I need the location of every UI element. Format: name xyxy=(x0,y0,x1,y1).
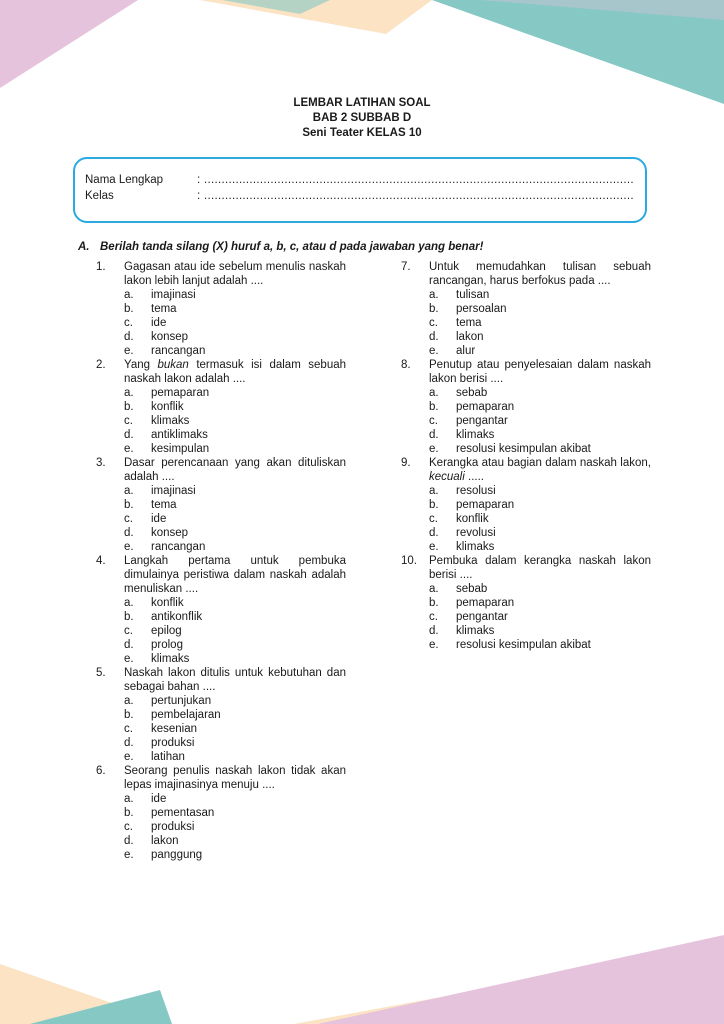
question-text xyxy=(429,456,651,484)
option-text: antiklimaks xyxy=(151,429,208,441)
answer-option[interactable] xyxy=(96,722,346,736)
answer-option[interactable] xyxy=(96,540,346,554)
option-text: latihan xyxy=(151,751,185,763)
answer-option[interactable] xyxy=(96,624,346,638)
answer-options xyxy=(96,792,346,862)
answer-option[interactable] xyxy=(401,498,651,512)
section-letter: A. xyxy=(78,241,90,253)
option-text: produksi xyxy=(151,821,195,833)
option-letter: a. xyxy=(124,485,134,497)
option-letter: e. xyxy=(429,345,439,357)
question-number: 3. xyxy=(96,457,106,469)
answer-option[interactable] xyxy=(401,344,651,358)
question-item xyxy=(401,554,651,652)
option-text: pemaparan xyxy=(151,387,210,399)
name-fill-line[interactable]: : ........................................................................................................................... xyxy=(197,174,634,186)
answer-option[interactable] xyxy=(96,526,346,540)
option-letter: d. xyxy=(429,429,439,441)
option-letter: d. xyxy=(124,639,134,651)
option-text: revolusi xyxy=(456,527,496,539)
option-letter: c. xyxy=(124,821,133,833)
option-text: klimaks xyxy=(151,415,190,427)
option-text: konsep xyxy=(151,331,189,343)
option-text: panggung xyxy=(151,849,203,861)
option-letter: d. xyxy=(429,527,439,539)
class-label: Kelas xyxy=(85,190,114,202)
option-letter: a. xyxy=(124,793,134,805)
answer-options xyxy=(96,596,346,666)
answer-option[interactable] xyxy=(96,820,346,834)
option-text: rancangan xyxy=(151,541,206,553)
option-text: sebab xyxy=(456,387,488,399)
option-letter: e. xyxy=(124,345,134,357)
option-letter: b. xyxy=(429,499,439,511)
option-letter: a. xyxy=(429,485,439,497)
option-letter: d. xyxy=(124,527,134,539)
option-text: alur xyxy=(456,345,476,357)
answer-option[interactable] xyxy=(96,736,346,750)
option-letter: b. xyxy=(429,597,439,609)
option-text: imajinasi xyxy=(151,289,196,301)
answer-options xyxy=(96,386,346,456)
answer-option[interactable] xyxy=(96,596,346,610)
question-text: Naskah lakon ditulis untuk kebutuhan dan sebagai bahan .... xyxy=(124,667,346,693)
option-text: kesenian xyxy=(151,723,198,735)
question-number: 9. xyxy=(401,457,411,469)
answer-option[interactable] xyxy=(96,386,346,400)
answer-option[interactable] xyxy=(401,386,651,400)
student-identity-box xyxy=(73,157,647,223)
question-stem xyxy=(96,260,346,288)
option-text: pementasan xyxy=(151,807,215,819)
option-letter: e. xyxy=(429,443,439,455)
questions-right-column xyxy=(401,260,651,652)
answer-option[interactable] xyxy=(401,526,651,540)
question-number: 1. xyxy=(96,261,106,273)
option-text: ide xyxy=(151,317,167,329)
worksheet-header xyxy=(0,96,724,141)
answer-option[interactable] xyxy=(96,442,346,456)
answer-options xyxy=(401,484,651,554)
questions-left-column xyxy=(96,260,346,862)
answer-option[interactable] xyxy=(401,428,651,442)
question-text: Langkah pertama untuk pembuka dimulainya peristiwa dalam naskah adalah menuliskan .... xyxy=(124,555,346,595)
option-text: resolusi kesimpulan akibat xyxy=(456,639,591,651)
question-stem xyxy=(96,666,346,694)
question-item xyxy=(96,554,346,666)
answer-option[interactable] xyxy=(401,638,651,652)
option-text: lakon xyxy=(456,331,484,343)
option-letter: a. xyxy=(124,597,134,609)
answer-options xyxy=(401,582,651,652)
option-letter: c. xyxy=(429,415,438,427)
question-item xyxy=(96,666,346,764)
answer-option[interactable] xyxy=(96,414,346,428)
answer-option[interactable] xyxy=(96,708,346,722)
question-item xyxy=(96,456,346,554)
answer-option[interactable] xyxy=(96,302,346,316)
option-text: rancangan xyxy=(151,345,206,357)
question-stem xyxy=(401,554,651,582)
option-text: klimaks xyxy=(456,541,495,553)
answer-option[interactable] xyxy=(96,288,346,302)
class-row xyxy=(85,189,634,203)
answer-option[interactable] xyxy=(96,484,346,498)
question-item xyxy=(401,456,651,554)
answer-option[interactable] xyxy=(96,498,346,512)
question-text-emphasis: bukan xyxy=(157,359,189,371)
option-text: prolog xyxy=(151,639,183,651)
option-text: klimaks xyxy=(151,653,190,665)
option-text: imajinasi xyxy=(151,485,196,497)
option-text: ide xyxy=(151,513,167,525)
answer-option[interactable] xyxy=(401,302,651,316)
option-letter: a. xyxy=(429,289,439,301)
answer-option[interactable] xyxy=(401,624,651,638)
option-letter: e. xyxy=(124,849,134,861)
option-text: tema xyxy=(151,303,177,315)
option-letter: c. xyxy=(429,611,438,623)
option-letter: a. xyxy=(124,695,134,707)
option-letter: e. xyxy=(429,541,439,553)
answer-option[interactable] xyxy=(96,694,346,708)
answer-option[interactable] xyxy=(401,540,651,554)
question-text: Untuk memudahkan tulisan sebuah rancangan, harus berfokus pada .... xyxy=(429,261,651,287)
question-item xyxy=(96,358,346,456)
question-number: 5. xyxy=(96,667,106,679)
question-text: Penutup atau penyelesaian dalam naskah lakon berisi .... xyxy=(429,359,651,385)
answer-option[interactable] xyxy=(96,792,346,806)
answer-option[interactable] xyxy=(96,400,346,414)
answer-option[interactable] xyxy=(96,806,346,820)
option-letter: c. xyxy=(429,513,438,525)
question-stem xyxy=(401,456,651,484)
option-letter: c. xyxy=(124,415,133,427)
option-text: pengantar xyxy=(456,611,508,623)
question-number: 6. xyxy=(96,765,106,777)
answer-option[interactable] xyxy=(401,596,651,610)
option-text: kesimpulan xyxy=(151,443,210,455)
option-text: klimaks xyxy=(456,429,495,441)
worksheet-chapter: BAB 2 SUBBAB D xyxy=(312,112,412,124)
option-letter: d. xyxy=(124,737,134,749)
answer-option[interactable] xyxy=(96,330,346,344)
question-text-emphasis: kecuali xyxy=(429,471,465,483)
option-letter: c. xyxy=(124,513,133,525)
option-text: tulisan xyxy=(456,289,490,301)
question-text-part: Yang xyxy=(124,359,158,371)
answer-option[interactable] xyxy=(96,610,346,624)
corner-pink-bottom-right xyxy=(318,935,724,1024)
option-letter: c. xyxy=(124,317,133,329)
option-text: pemaparan xyxy=(456,401,515,413)
answer-option[interactable] xyxy=(401,442,651,456)
option-text: konflik xyxy=(151,597,184,609)
option-text: pemaparan xyxy=(456,597,515,609)
answer-option[interactable] xyxy=(96,344,346,358)
option-letter: b. xyxy=(124,401,134,413)
option-text: pembelajaran xyxy=(151,709,221,721)
question-text-part: termasuk isi dalam sebuah naskah lakon adalah .... xyxy=(124,359,347,385)
option-letter: a. xyxy=(124,289,134,301)
option-letter: d. xyxy=(429,331,439,343)
answer-option[interactable] xyxy=(401,316,651,330)
name-row xyxy=(85,173,634,187)
corner-pink-top-left xyxy=(0,0,138,88)
option-letter: d. xyxy=(124,429,134,441)
answer-option[interactable] xyxy=(96,848,346,862)
option-letter: a. xyxy=(124,387,134,399)
option-letter: d. xyxy=(124,331,134,343)
option-letter: a. xyxy=(429,387,439,399)
question-stem xyxy=(96,358,346,386)
question-item xyxy=(401,260,651,358)
question-text: Dasar perencanaan yang akan dituliskan adalah .... xyxy=(124,457,346,483)
question-number: 4. xyxy=(96,555,106,567)
option-letter: b. xyxy=(124,807,134,819)
question-text-part: ..... xyxy=(464,471,484,483)
option-letter: c. xyxy=(124,723,133,735)
option-letter: d. xyxy=(429,625,439,637)
answer-option[interactable] xyxy=(96,316,346,330)
answer-options xyxy=(401,288,651,358)
option-letter: d. xyxy=(124,835,134,847)
option-text: ide xyxy=(151,793,167,805)
answer-option[interactable] xyxy=(401,484,651,498)
option-letter: c. xyxy=(124,625,133,637)
name-label: Nama Lengkap xyxy=(85,174,163,186)
option-letter: b. xyxy=(124,303,134,315)
option-letter: c. xyxy=(429,317,438,329)
option-text: resolusi xyxy=(456,485,496,497)
option-text: pemaparan xyxy=(456,499,515,511)
option-text: pertunjukan xyxy=(151,695,212,707)
worksheet-title: LEMBAR LATIHAN SOAL xyxy=(293,97,431,109)
answer-option[interactable] xyxy=(96,638,346,652)
question-item xyxy=(401,358,651,456)
answer-options xyxy=(96,484,346,554)
section-instruction xyxy=(78,240,483,254)
option-text: klimaks xyxy=(456,625,495,637)
option-text: pengantar xyxy=(456,415,508,427)
answer-option[interactable] xyxy=(96,750,346,764)
option-text: konflik xyxy=(456,513,489,525)
option-text: produksi xyxy=(151,737,195,749)
answer-options xyxy=(401,386,651,456)
option-letter: a. xyxy=(429,583,439,595)
option-letter: e. xyxy=(124,653,134,665)
option-letter: b. xyxy=(124,709,134,721)
answer-options xyxy=(96,288,346,358)
option-text: resolusi kesimpulan akibat xyxy=(456,443,591,455)
question-item xyxy=(96,764,346,862)
question-number: 2. xyxy=(96,359,106,371)
option-text: epilog xyxy=(151,625,182,637)
question-stem xyxy=(401,260,651,288)
answer-option[interactable] xyxy=(401,414,651,428)
answer-options xyxy=(96,694,346,764)
answer-option[interactable] xyxy=(401,330,651,344)
option-letter: e. xyxy=(124,443,134,455)
answer-option[interactable] xyxy=(401,582,651,596)
option-letter: b. xyxy=(124,611,134,623)
answer-option[interactable] xyxy=(96,428,346,442)
option-text: lakon xyxy=(151,835,179,847)
question-stem xyxy=(96,554,346,596)
instruction-text: Berilah tanda silang (X) huruf a, b, c, atau d pada jawaban yang benar! xyxy=(100,241,484,253)
option-letter: e. xyxy=(124,541,134,553)
question-number: 7. xyxy=(401,261,411,273)
option-letter: b. xyxy=(429,401,439,413)
question-text: Pembuka dalam kerangka naskah lakon berisi .... xyxy=(429,555,651,581)
option-letter: e. xyxy=(429,639,439,651)
question-item xyxy=(96,260,346,358)
answer-option[interactable] xyxy=(96,512,346,526)
question-text xyxy=(124,358,346,386)
question-stem xyxy=(401,358,651,386)
answer-option[interactable] xyxy=(401,400,651,414)
option-text: konflik xyxy=(151,401,184,413)
option-text: tema xyxy=(456,317,482,329)
answer-option[interactable] xyxy=(401,512,651,526)
option-letter: b. xyxy=(124,499,134,511)
question-stem xyxy=(96,764,346,792)
worksheet-subject: Seni Teater KELAS 10 xyxy=(302,127,422,139)
question-number: 8. xyxy=(401,359,411,371)
question-text: Gagasan atau ide sebelum menulis naskah lakon lebih lanjut adalah .... xyxy=(124,261,346,287)
answer-option[interactable] xyxy=(401,610,651,624)
answer-option[interactable] xyxy=(96,834,346,848)
option-text: antikonflik xyxy=(151,611,203,623)
class-fill-line[interactable]: : ........................................................................................................................... xyxy=(197,190,634,202)
question-stem xyxy=(96,456,346,484)
option-text: persoalan xyxy=(456,303,507,315)
option-text: konsep xyxy=(151,527,189,539)
option-letter: b. xyxy=(429,303,439,315)
option-text: tema xyxy=(151,499,177,511)
question-text-part: Kerangka atau bagian dalam naskah lakon, xyxy=(429,457,651,469)
question-text: Seorang penulis naskah lakon tidak akan lepas imajinasinya menuju .... xyxy=(124,765,346,791)
option-text: sebab xyxy=(456,583,488,595)
answer-option[interactable] xyxy=(401,288,651,302)
answer-option[interactable] xyxy=(96,652,346,666)
question-number: 10. xyxy=(401,555,417,567)
option-letter: e. xyxy=(124,751,134,763)
